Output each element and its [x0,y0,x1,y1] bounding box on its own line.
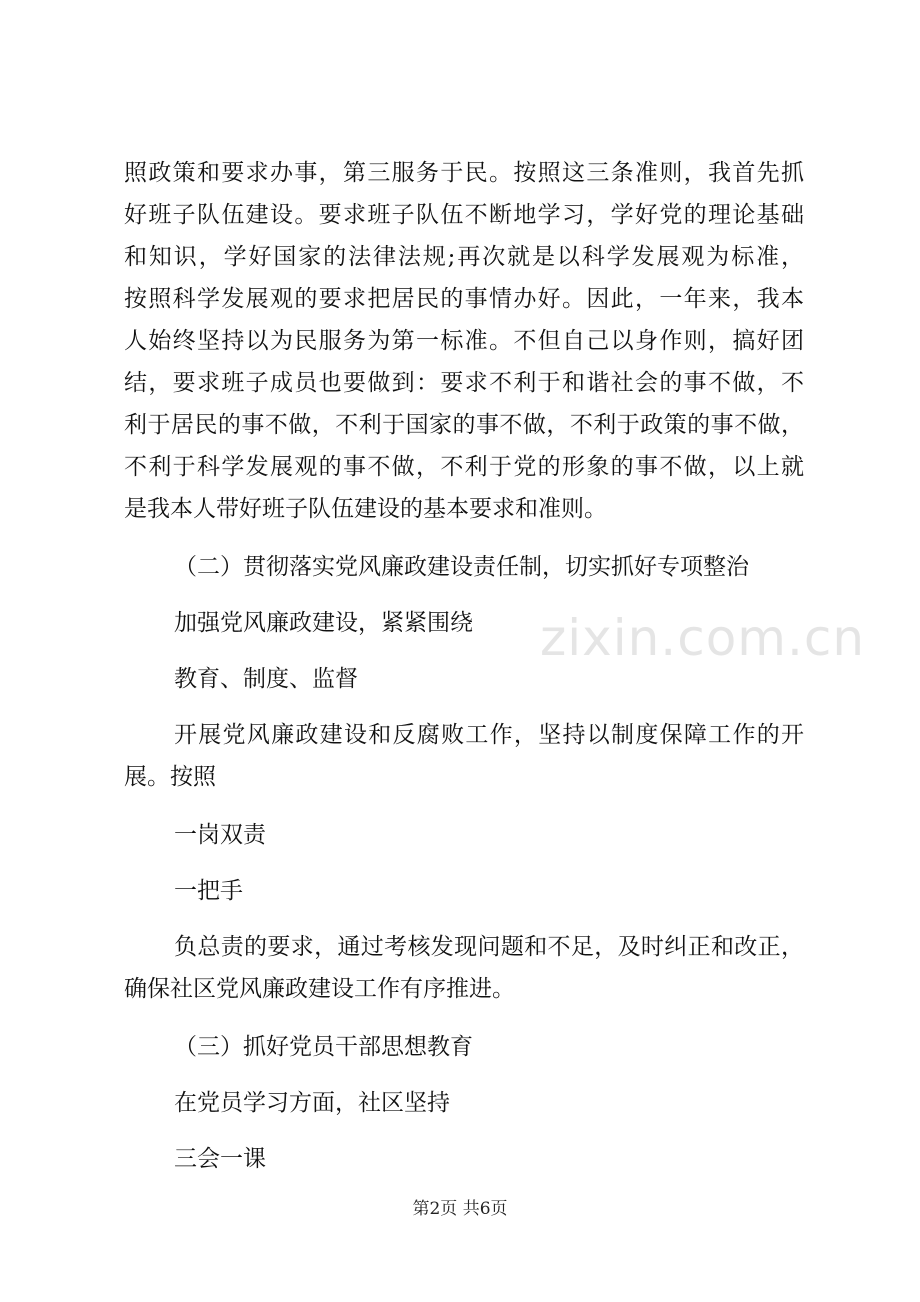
paragraph-line: 不利于科学发展观的事不做，不利于党的形象的事不做，以上就 [124,454,804,480]
page-footer: 第2页 共6页 [412,1199,508,1219]
section-heading: （三）抓好党员干部思想教育 [174,1034,473,1060]
paragraph-line: 负总责的要求，通过考核发现问题和不足，及时纠正和改正， [174,934,804,960]
watermark-text: zixin.com.cn [540,609,866,667]
paragraph-line: 结，要求班子成员也要做到：要求不利于和谐社会的事不做，不 [124,370,804,396]
paragraph-line: 利于居民的事不做，不利于国家的事不做，不利于政策的事不做， [124,412,804,438]
paragraph-line: 展。按照 [124,764,216,790]
paragraph-line: 确保社区党风廉政建设工作有序推进。 [124,976,515,1002]
paragraph-line: 好班子队伍建设。要求班子队伍不断地学习，学好党的理论基础 [124,202,804,228]
paragraph-line: 和知识，学好国家的法律法规;再次就是以科学发展观为标准， [124,244,804,270]
paragraph-line: 一岗双责 [174,822,266,848]
paragraph-line: 三会一课 [174,1146,266,1172]
paragraph-line: 按照科学发展观的要求把居民的事情办好。因此，一年来，我本 [124,286,804,312]
paragraph-line: 照政策和要求办事，第三服务于民。按照这三条准则，我首先抓 [124,160,804,186]
section-heading: （二）贯彻落实党风廉政建设责任制，切实抓好专项整治 [174,554,749,580]
paragraph-line: 人始终坚持以为民服务为第一标准。不但自己以身作则，搞好团 [124,328,804,354]
paragraph-line: 在党员学习方面，社区坚持 [174,1090,450,1116]
paragraph-line: 是我本人带好班子队伍建设的基本要求和准则。 [124,496,607,522]
paragraph-line: 加强党风廉政建设，紧紧围绕 [174,610,473,636]
paragraph-line: 一把手 [174,878,243,904]
paragraph-line: 开展党风廉政建设和反腐败工作，坚持以制度保障工作的开 [174,722,804,748]
paragraph-line: 教育、制度、监督 [174,666,358,692]
